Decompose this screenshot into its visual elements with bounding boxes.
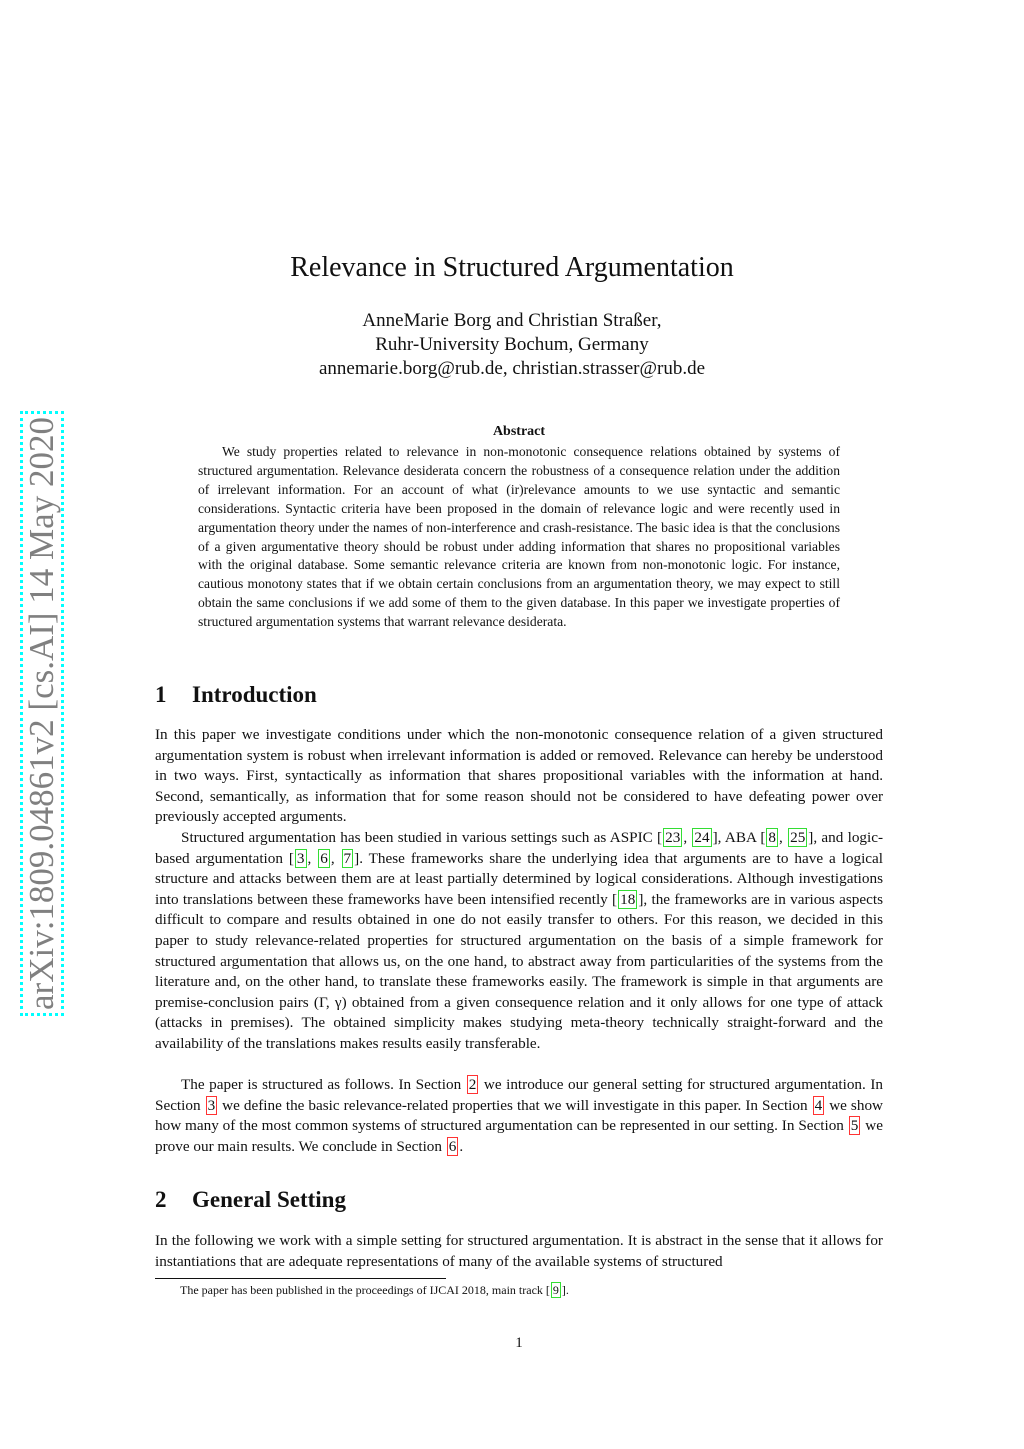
footnote-rule [155, 1278, 446, 1279]
intro-paragraph-1: In this paper we investigate conditions under which the non-monotonic consequence relation of a given structured argumentation system is robust when irrelevant information is added or removed. Relevance can hereby be understood in two ways. First, syntactically as information that shares propositional variables with the information at hand. Second, semantically, as information that for some reason should not be considered to have defeating power over previously accepted arguments. [155, 726, 883, 826]
general-setting-paragraph-1: In the following we work with a simple setting for structured argumentation. It is abstract in the sense that it allows for instantiations that are adequate representations of many of the available systems of structured [155, 1232, 883, 1270]
section-reference-link[interactable]: 4 [814, 1096, 823, 1114]
paper-title: Relevance in Structured Argumentation [290, 252, 734, 283]
section-heading-introduction [155, 680, 317, 710]
author-block [0, 309, 1024, 381]
citation-link[interactable]: 24 [694, 829, 710, 846]
intro-paragraph-2: Structured argumentation has been studied in various settings such as ASPIC [ 23 , 24 ], ABA [ 8 , 25 ], and logic-based argumentation [ 3 , 6 , 7 ]. These frameworks share the underlying idea that arguments are to have a logical structure and attacks between them are at least partially determined by logical considerations. Although investigations into translations between these frameworks have been intensified recently [ 18 ], the frameworks are in various aspects difficult to compare and results obtained in one do not easily transfer to others. For this reason, we decided in this paper to study relevance-related properties for structured argumentation on the basis of a simple framework for structured argumentation that allows us, on the one hand, to abstract away from particularities of the systems from the literature and, on the other hand, to translate these frameworks easily. The framework is simple in that arguments are premise-conclusion pairs (Γ, γ) obtained from a given consequence relation and it only allows for one type of attack (attacks in premises). The obtained simplicity makes studying meta-theory technically straight-forward and the availability of the translations makes results easily transferable. [155, 829, 884, 1052]
intro-paragraph-3: The paper is structured as follows. In Section 2 we introduce our general setting for structured argumentation. In Section 3 we define the basic relevance-related properties that we will investigate in this paper. In Section 4 we show how many of the most common systems of structured argumentation can be represented in our setting. In Section 5 we prove our main results. We conclude in Section 6 . [155, 1076, 884, 1155]
section-reference-link[interactable]: 2 [468, 1076, 477, 1093]
section-reference-link[interactable]: 3 [207, 1096, 216, 1114]
section-number: 1 [155, 682, 167, 707]
citation-link[interactable]: 7 [343, 849, 352, 867]
section-title: General Setting [192, 1187, 346, 1212]
section-number: 2 [155, 1187, 167, 1212]
section-reference-link[interactable]: 5 [850, 1117, 859, 1135]
citation-link[interactable]: 3 [296, 849, 305, 867]
abstract-text: We study properties related to relevance in non-monotonic consequence relations obtained by systems of structured argumentation. Relevance desiderata concern the robustness of a consequence relation under the addition of irrelevant information. For an account of what (ir)relevance amounts to we use syntactic and semantic considerations. Syntactic criteria have been proposed in the domain of relevance logic and were recently used in argumentation theory under the names of non-interference and crash-resistance. The basic idea is that the conclusions of a given argumentative theory should be robust under adding information that shares no propositional variables with the original database. Some semantic relevance criteria are known from non-monotonic logic. For instance, cautious monotony states that if we obtain certain conclusions from an argumentation theory, we may expect to still obtain the same conclusions if we add some of them to the given database. In this paper we investigate properties of structured argumentation systems that warrant relevance desiderata. [198, 444, 840, 630]
citation-link[interactable]: 6 [320, 849, 328, 867]
abstract-heading: Abstract [492, 424, 546, 439]
citation-link[interactable]: 18 [620, 890, 636, 908]
citation-link[interactable]: 25 [790, 829, 806, 846]
page-number: 1 [515, 1335, 523, 1351]
citation-link[interactable]: 9 [552, 1283, 559, 1297]
author-names: AnneMarie Borg and Christian Straßer, [362, 310, 662, 331]
footnote: The paper has been published in the proceedings of IJCAI 2018, main track [ 9 ]. [180, 1283, 569, 1297]
arxiv-identifier: arXiv:1809.04861v2 [cs.AI] 14 May 2020 [22, 417, 61, 1010]
author-emails[interactable]: annemarie.borg@rub.de, christian.strasser@rub.de [318, 358, 706, 379]
citation-link[interactable]: 8 [768, 829, 777, 846]
author-affiliation: Ruhr-University Bochum, Germany [375, 334, 649, 355]
citation-link[interactable]: 23 [665, 829, 681, 846]
section-reference-link[interactable]: 6 [448, 1137, 457, 1155]
section-heading-general-setting [155, 1185, 346, 1215]
section-title: Introduction [192, 682, 317, 707]
